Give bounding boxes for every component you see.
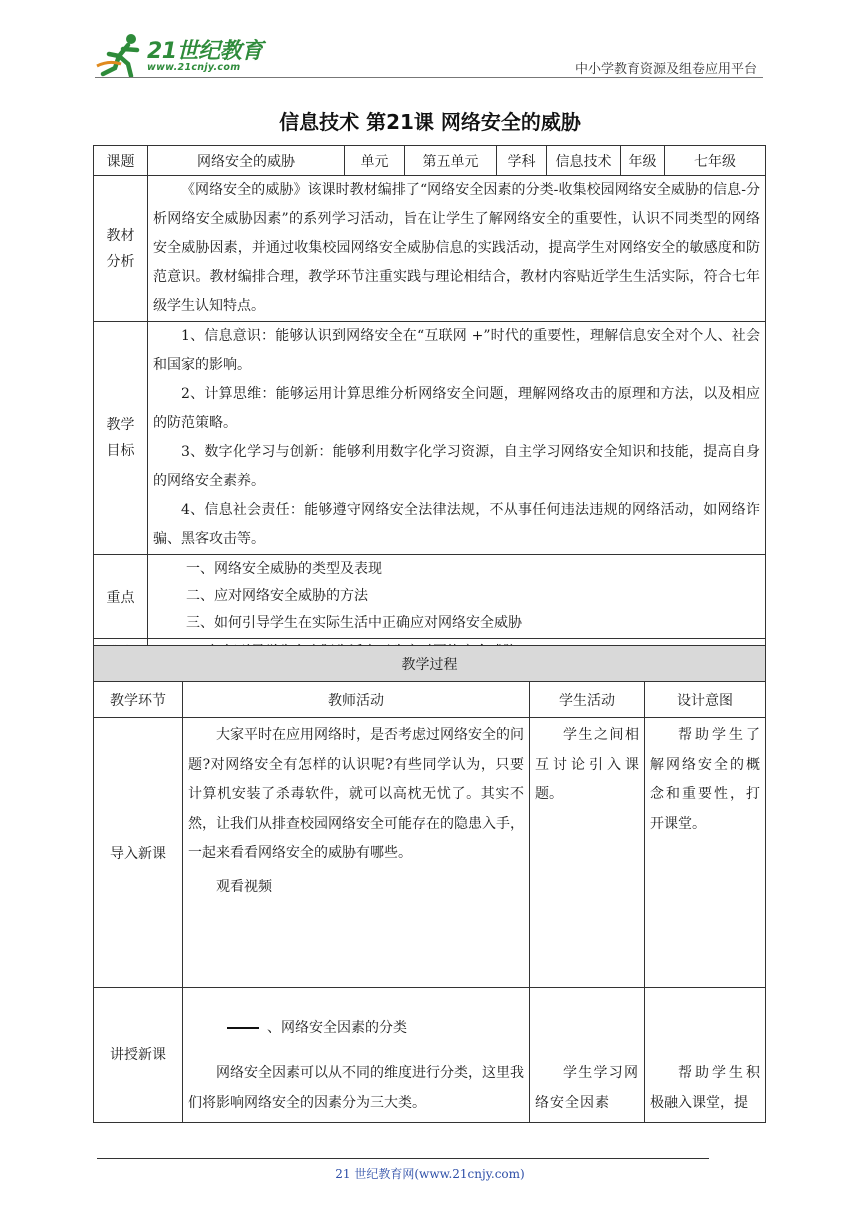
footer-divider: [97, 1158, 709, 1159]
grade-label: 年级: [621, 146, 665, 176]
analysis-label-text: 教材分析: [106, 227, 135, 270]
analysis-label: [94, 176, 148, 322]
runner-logo-icon: [95, 32, 145, 78]
intro-teacher-text: 大家平时在应用网络时，是否考虑过网络安全的问题?对网络安全有怎样的认识呢?有些同学认为，只要计算机安装了杀毒软件，就可以高枕无忧了。其实不然，让我们从排查校园网络安全可能存在的隐患入手，一起来看看网络安全的威胁有哪些。: [188, 727, 524, 861]
subject-label: 学科: [497, 146, 547, 176]
lecture-purpose-text: 帮助学生积极融入课堂，提: [650, 1065, 760, 1111]
analysis-text: 《网络安全的威胁》该课时教材编排了“网络安全因素的分类-收集校园网络安全威胁的信息-分析网络安全威胁因素”的系列学习活动，旨在让学生了解网络安全的重要性，认识不同类型的网络安全威胁因素，并通过收集校园网络安全威胁信息的实践活动，提高学生对网络安全的敏感度和防范意识。教材编排合理，教学环节注重实践与理论相结合，教材内容贴近学生生活实际，符合七年级学生认知特点。: [153, 182, 760, 314]
topic-label: 课题: [94, 146, 148, 176]
process-table: [93, 645, 766, 1123]
key-point-item: 三、如何引导学生在实际生活中正确应对网络安全威胁: [186, 615, 522, 631]
lesson-info-table: [93, 145, 766, 665]
logo-text: 21世纪教育: [147, 39, 263, 64]
lecture-teacher-text: 网络安全因素可以从不同的维度进行分类，这里我们将影响网络安全的因素分为三大类。: [188, 1065, 524, 1111]
platform-name: 中小学教育资源及组卷应用平台: [574, 62, 757, 77]
goal-item: 4、信息社会责任：能够遵守网络安全法律法规，不从事任何违法违规的网络活动，如网络诈骗、黑客攻击等。: [153, 502, 760, 547]
unit-value: 第五单元: [405, 146, 497, 176]
intro-purpose-text: 帮助学生了解网络安全的概念和重要性，打开课堂。: [650, 727, 760, 832]
intro-purpose-cell: [645, 718, 766, 988]
header-stage: 教学环节: [94, 682, 183, 718]
lecture-student-cell: [530, 988, 645, 1123]
page-title: 信息技术 第21课 网络安全的威胁: [279, 110, 581, 134]
goals-label-text: 教学目标: [106, 417, 135, 459]
topic-value: 网络安全的威胁: [148, 146, 345, 176]
header-purpose: 设计意图: [645, 682, 766, 718]
lecture-student-text: 学生学习网络安全因素: [535, 1065, 639, 1111]
intro-student-cell: [530, 718, 645, 988]
lecture-heading: [183, 1016, 529, 1058]
goals-cell: [148, 322, 766, 555]
goal-item: 2、计算思维：能够运用计算思维分析网络安全问题，理解网络攻击的原理和方法，以及相应的防范策略。: [153, 386, 760, 431]
lecture-heading-text: 、网络安全因素的分类: [267, 1020, 407, 1036]
goal-item: 1、信息意识：能够认识到网络安全在“互联网 +”时代的重要性，理解信息安全对个人、社会和国家的影响。: [153, 328, 760, 373]
footer-text: 21 世纪教育网(www.21cnjy.com): [335, 1167, 525, 1181]
lecture-stage: 讲授新课: [94, 988, 183, 1123]
grade-value: 七年级: [665, 146, 766, 176]
header-divider: [95, 77, 763, 78]
goal-item: 3、数字化学习与创新：能够利用数字化学习资源，自主学习网络安全知识和技能，提高自身的网络安全素养。: [153, 444, 760, 489]
key-points-label: 重点: [94, 555, 148, 639]
process-title: 教学过程: [94, 646, 766, 682]
intro-teacher-video: 观看视频: [216, 878, 272, 895]
intro-student-text: 学生之间相互讨论引入课题。: [535, 727, 639, 802]
intro-stage: 导入新课: [94, 718, 183, 988]
header-student: 学生活动: [530, 682, 645, 718]
lecture-purpose-cell: [645, 988, 766, 1123]
unit-label: 单元: [345, 146, 405, 176]
page-header: [0, 0, 860, 90]
key-points-cell: [148, 555, 766, 639]
logo-url: www.21cnjy.com: [147, 62, 241, 73]
analysis-cell: [148, 176, 766, 322]
lecture-teacher-cell: [183, 988, 530, 1123]
subject-value: 信息技术: [547, 146, 621, 176]
goals-label: [94, 322, 148, 555]
key-point-item: 二、应对网络安全威胁的方法: [186, 588, 368, 604]
key-point-item: 一、网络安全威胁的类型及表现: [186, 561, 382, 577]
intro-teacher-cell: [183, 718, 530, 988]
heading-dash: [227, 1027, 259, 1029]
logo: [95, 32, 270, 80]
header-teacher: 教师活动: [183, 682, 530, 718]
